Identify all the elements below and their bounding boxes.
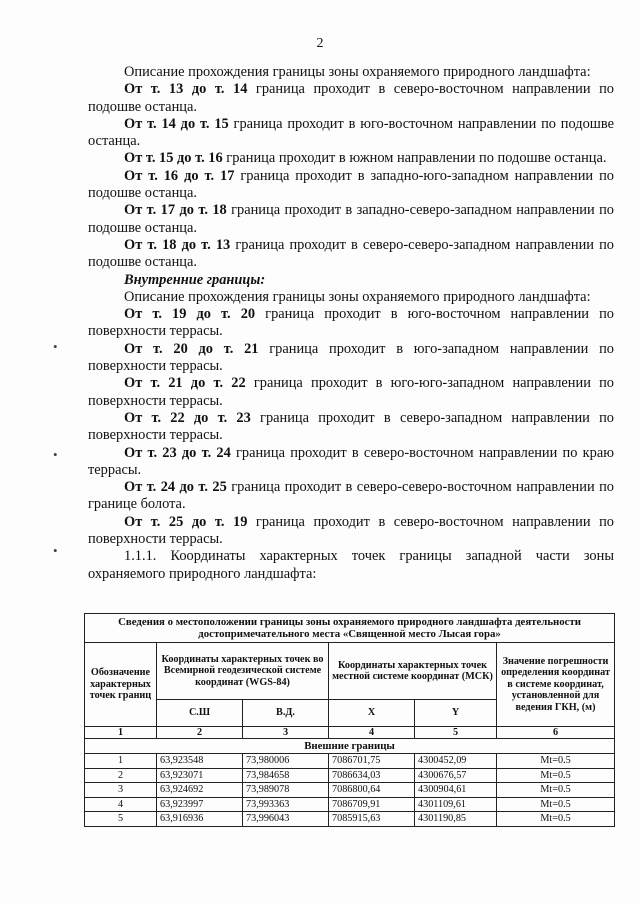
body-text <box>88 64 614 583</box>
paragraph: От т. 17 до т. 18 граница проходит в западно-северо-западном направлении по подошве останца. <box>88 202 614 236</box>
cell-x: 7086634,03 <box>329 768 415 783</box>
table-row <box>85 783 615 798</box>
cell-x: 7086701,75 <box>329 754 415 769</box>
cell-y: 4301109,61 <box>415 797 497 812</box>
page-number: 2 <box>316 36 324 51</box>
cell-y: 4300452,09 <box>415 754 497 769</box>
cell-lon: 73,984658 <box>243 768 329 783</box>
column-number: 4 <box>329 727 415 739</box>
header-msk: Координаты характерных точек местной системе координат (МСК) <box>329 643 497 700</box>
cell-point: 2 <box>85 768 157 783</box>
paragraph: Описание прохождения границы зоны охраняемого природного ландшафта: <box>124 288 591 305</box>
section-row <box>85 739 615 754</box>
section-heading-internal: Внутренние границы: <box>124 271 266 288</box>
header-wgs: Координаты характерных точек во Всемирной геодезической системе координат (WGS-84) <box>157 643 329 700</box>
header-error: Значение погрешности определения координат в системе координат, установленной для ведения ГКН, (м) <box>497 643 615 727</box>
cell-lat: 63,923548 <box>157 754 243 769</box>
cell-lon: 73,989078 <box>243 783 329 798</box>
cell-lon: 73,996043 <box>243 812 329 827</box>
table-row <box>85 797 615 812</box>
paragraph: Описание прохождения границы зоны охраняемого природного ландшафта: <box>124 64 591 80</box>
coordinates-table <box>84 613 615 827</box>
cell-x: 7086800,64 <box>329 783 415 798</box>
margin-mark: • <box>53 447 58 462</box>
paragraph: От т. 21 до т. 22 граница проходит в юго-юго-западном направлении по поверхности террасы. <box>88 375 614 409</box>
cell-lat: 63,916936 <box>157 812 243 827</box>
cell-y: 4301190,85 <box>415 812 497 827</box>
cell-error: Mt=0.5 <box>497 754 615 769</box>
paragraph: От т. 13 до т. 14 граница проходит в северо-восточном направлении по подошве останца. <box>88 81 614 115</box>
table-row <box>85 768 615 783</box>
column-number: 1 <box>85 727 157 739</box>
paragraph: От т. 15 до т. 16 граница проходит в южном направлении по подошве останца. <box>124 150 607 167</box>
cell-lat: 63,923997 <box>157 797 243 812</box>
margin-mark: • <box>53 543 58 558</box>
column-number: 6 <box>497 727 615 739</box>
paragraph: От т. 20 до т. 21 граница проходит в юго-западном направлении по поверхности террасы. <box>88 340 614 375</box>
table-header-row <box>85 643 615 700</box>
column-number: 2 <box>157 727 243 739</box>
column-number-row <box>85 727 615 739</box>
coordinates-table-container <box>84 613 614 827</box>
header-point: Обозначение характерных точек границ <box>85 643 157 727</box>
column-number: 3 <box>243 727 329 739</box>
margin-mark: • <box>53 339 58 354</box>
table-row <box>85 754 615 769</box>
paragraph: От т. 16 до т. 17 граница проходит в западно-юго-западном направлении по подошве останца. <box>88 167 614 202</box>
paragraph: От т. 23 до т. 24 граница проходит в северо-восточном направлении по краю террасы. <box>88 444 614 478</box>
cell-point: 3 <box>85 783 157 798</box>
table-caption: Сведения о местоположении границы зоны охраняемого природного ландшафта деятельности достопримечательного места «Священной место Лысая гора» <box>85 614 615 643</box>
header-lat: С.Ш <box>157 700 243 727</box>
cell-error: Mt=0.5 <box>497 783 615 798</box>
cell-point: 4 <box>85 797 157 812</box>
table-caption-row <box>85 614 615 643</box>
cell-y: 4300904,61 <box>415 783 497 798</box>
cell-point: 1 <box>85 754 157 769</box>
header-y: Y <box>415 700 497 727</box>
cell-x: 7086709,91 <box>329 797 415 812</box>
cell-y: 4300676,57 <box>415 768 497 783</box>
header-x: X <box>329 700 415 727</box>
cell-x: 7085915,63 <box>329 812 415 827</box>
cell-lat: 63,923071 <box>157 768 243 783</box>
section-label: Внешние границы <box>85 739 615 754</box>
cell-lat: 63,924692 <box>157 783 243 798</box>
paragraph: От т. 22 до т. 23 граница проходит в северо-западном направлении по поверхности террасы. <box>88 409 614 444</box>
cell-lon: 73,980006 <box>243 754 329 769</box>
paragraph: От т. 25 до т. 19 граница проходит в северо-восточном направлении по поверхности террасы. <box>88 513 614 548</box>
column-number: 5 <box>415 727 497 739</box>
table-row <box>85 812 615 827</box>
cell-error: Mt=0.5 <box>497 768 615 783</box>
paragraph: От т. 18 до т. 13 граница проходит в северо-северо-западном направлении по подошве останца. <box>88 236 614 271</box>
cell-point: 5 <box>85 812 157 827</box>
paragraph: От т. 19 до т. 20 граница проходит в юго-восточном направлении по поверхности террасы. <box>88 306 614 340</box>
subsection-heading: 1.1.1. Координаты характерных точек границы западной части зоны охраняемого природного ландшафта: <box>88 548 614 582</box>
cell-error: Mt=0.5 <box>497 812 615 827</box>
paragraph: От т. 14 до т. 15 граница проходит в юго-восточном направлении по подошве останца. <box>88 115 614 150</box>
paragraph: От т. 24 до т. 25 граница проходит в северо-северо-восточном направлении по границе болота. <box>88 479 614 513</box>
cell-lon: 73,993363 <box>243 797 329 812</box>
header-lon: В.Д. <box>243 700 329 727</box>
cell-error: Mt=0.5 <box>497 797 615 812</box>
